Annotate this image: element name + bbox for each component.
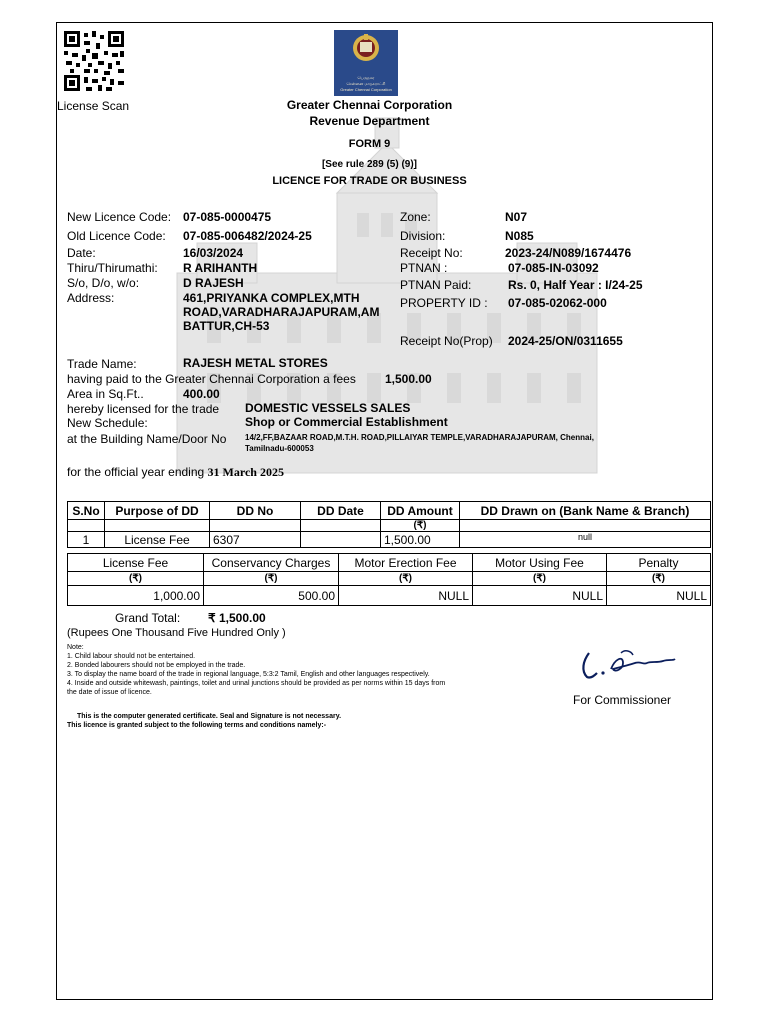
receipt-value: 2023-24/N089/1674476	[505, 246, 632, 260]
property-id-value: 07-085-02062-000	[508, 296, 607, 310]
emblem-icon	[334, 30, 398, 70]
schedule-value: Shop or Commercial Establishment	[245, 415, 448, 429]
grand-total-value: ₹ 1,500.00	[208, 611, 266, 625]
note-line-4: 4. Inside and outside whitewash, paintings, toilet and urinal junctions should be provided as per norms within 15 days from	[67, 680, 446, 687]
year-ending	[67, 465, 284, 480]
form-number: FORM 9	[348, 138, 391, 150]
trade-name-value: RAJESH METAL STORES	[183, 356, 328, 370]
commissioner-signature	[577, 643, 687, 683]
dd-sub-row	[68, 520, 711, 532]
grand-total-label: Grand Total:	[115, 611, 181, 625]
amount-in-words: (Rupees One Thousand Five Hundred Only )	[67, 627, 286, 639]
notes	[67, 643, 445, 697]
receipt-prop-value: 2024-25/ON/0311655	[508, 334, 623, 348]
fee-header-license: License Fee	[68, 554, 204, 572]
division-value: N085	[505, 229, 534, 243]
ptnan-label: PTNAN :	[400, 261, 448, 275]
logo-caption-2: சென்னை மாநகராட்சி	[346, 81, 386, 86]
dd-sub-cell	[105, 520, 210, 532]
zone-value: N07	[505, 210, 528, 224]
note-line-1: 1. Child labour should not be entertained.	[67, 653, 196, 660]
dd-cell-bank: null	[460, 532, 711, 548]
zone-label: Zone:	[400, 210, 431, 224]
parent-label: S/o, D/o, w/o:	[67, 276, 140, 290]
fee-value-penalty: NULL	[607, 586, 711, 606]
fees-text: having paid to the Greater Chennai Corporation a fees	[67, 372, 356, 386]
ptnan-paid-value: Rs. 0, Half Year : I/24-25	[508, 278, 643, 292]
rule-reference: [See rule 289 (5) (9)]	[321, 159, 418, 170]
fee-rupee-penalty: (₹)	[607, 572, 711, 586]
date-value: 16/03/2024	[183, 246, 244, 260]
property-id-label: PROPERTY ID :	[400, 296, 488, 310]
fee-header-motor-using: Motor Using Fee	[473, 554, 607, 572]
old-code-value: 07-085-006482/2024-25	[183, 229, 312, 243]
org-name: Greater Chennai Corporation	[286, 98, 453, 112]
fee-value-conservancy: 500.00	[204, 586, 339, 606]
licence-title: LICENCE FOR TRADE OR BUSINESS	[272, 175, 467, 187]
dd-sub-cell	[301, 520, 381, 532]
dd-header-purpose: Purpose of DD	[105, 502, 210, 520]
fee-table	[67, 553, 711, 606]
note-line-5: the date of issue of licence.	[67, 689, 152, 696]
dd-header-amount: DD Amount	[381, 502, 460, 520]
fee-rupee-motor-using: (₹)	[473, 572, 607, 586]
dd-header-sno: S.No	[68, 502, 105, 520]
dd-cell-sno: 1	[68, 532, 105, 548]
fee-value-motor-erection: NULL	[339, 586, 473, 606]
logo-caption-3: Greater Chennai Corporation	[340, 87, 392, 92]
note-line-3: 3. To display the name board of the trade in regional language, 5:3:2 Tamil, English and other languages respectively.	[67, 671, 430, 678]
ptnan-paid-label: PTNAN Paid:	[400, 278, 472, 292]
division-label: Division:	[400, 229, 446, 243]
dd-cell-date	[301, 532, 381, 548]
fee-rupee-conservancy: (₹)	[204, 572, 339, 586]
corporation-logo	[334, 30, 398, 96]
year-text: for the official year ending	[67, 465, 205, 479]
fee-value-motor-using: NULL	[473, 586, 607, 606]
note-title: Note:	[67, 644, 84, 651]
year-value: 31 March 2025	[207, 465, 284, 479]
dd-cell-amount: 1,500.00	[381, 532, 460, 548]
fee-header-conservancy: Conservancy Charges	[204, 554, 339, 572]
for-commissioner: For Commissioner	[573, 693, 672, 707]
receipt-prop-label: Receipt No(Prop)	[400, 334, 493, 348]
dd-table	[67, 501, 711, 548]
dd-sub-cell	[210, 520, 301, 532]
new-code-label: New Licence Code:	[67, 210, 172, 224]
fee-header-row	[68, 554, 711, 572]
fee-header-penalty: Penalty	[607, 554, 711, 572]
dd-amount-rupee: (₹)	[381, 520, 460, 532]
fee-value-row	[68, 586, 711, 606]
parent-value: D RAJESH	[183, 276, 244, 290]
dd-sub-cell	[460, 520, 711, 532]
licence-page	[56, 22, 713, 1000]
name-value: R ARIHANTH	[183, 261, 258, 275]
licensed-label: hereby licensed for the trade	[67, 402, 220, 416]
ptnan-value: 07-085-IN-03092	[508, 261, 599, 275]
area-value: 400.00	[183, 387, 220, 401]
receipt-label: Receipt No:	[400, 246, 463, 260]
old-code-label: Old Licence Code:	[67, 229, 166, 243]
address-label: Address:	[67, 291, 115, 305]
dd-header-row	[68, 502, 711, 520]
fee-header-motor-erection: Motor Erection Fee	[339, 554, 473, 572]
address-line-3: BATTUR,CH-53	[183, 319, 270, 333]
name-label: Thiru/Thirumathi:	[67, 261, 158, 275]
fees-value: 1,500.00	[385, 372, 432, 386]
date-label: Date:	[67, 246, 96, 260]
fee-rupee-license: (₹)	[68, 572, 204, 586]
footer-line-2: This licence is granted subject to the following terms and conditions namely:-	[67, 722, 327, 729]
new-code-value: 07-085-0000475	[183, 210, 272, 224]
dd-cell-ddno: 6307	[210, 532, 301, 548]
note-line-2: 2. Bonded labourers should not be employed in the trade.	[67, 662, 246, 669]
address-value	[183, 291, 379, 333]
fee-rupee-row	[68, 572, 711, 586]
fee-value-license: 1,000.00	[68, 586, 204, 606]
trade-name-label: Trade Name:	[67, 357, 137, 371]
footer-line-1: This is the computer generated certificate. Seal and Signature is not necessary.	[77, 713, 342, 720]
address-line-1: 461,PRIYANKA COMPLEX,MTH	[183, 291, 360, 305]
licensed-trade-value: DOMESTIC VESSELS SALES	[245, 401, 411, 415]
building-line-1: 14/2,FF,BAZAAR ROAD,M.T.H. ROAD,PILLAIYAR TEMPLE,VARADHARAJAPURAM, Chennai,	[245, 433, 594, 442]
department-name: Revenue Department	[309, 114, 430, 128]
dd-header-bank: DD Drawn on (Bank Name & Branch)	[460, 502, 711, 520]
building-line-2: Tamilnadu-600053	[245, 444, 314, 453]
dd-data-row	[68, 532, 711, 548]
fee-rupee-motor-erection: (₹)	[339, 572, 473, 586]
area-label: Area in Sq.Ft..	[67, 387, 144, 401]
dd-header-date: DD Date	[301, 502, 381, 520]
license-scan-label: License Scan	[57, 99, 130, 113]
building-value	[245, 432, 594, 454]
address-line-2: ROAD,VARADHARAJAPURAM,AM	[183, 305, 380, 319]
schedule-label: New Schedule:	[67, 416, 148, 430]
logo-caption-1: பெருநகர	[357, 75, 375, 80]
dd-sub-cell	[68, 520, 105, 532]
building-label: at the Building Name/Door No	[67, 432, 227, 446]
dd-header-ddno: DD No	[210, 502, 301, 520]
qr-code-icon[interactable]	[64, 31, 124, 91]
dd-cell-purpose: License Fee	[105, 532, 210, 548]
